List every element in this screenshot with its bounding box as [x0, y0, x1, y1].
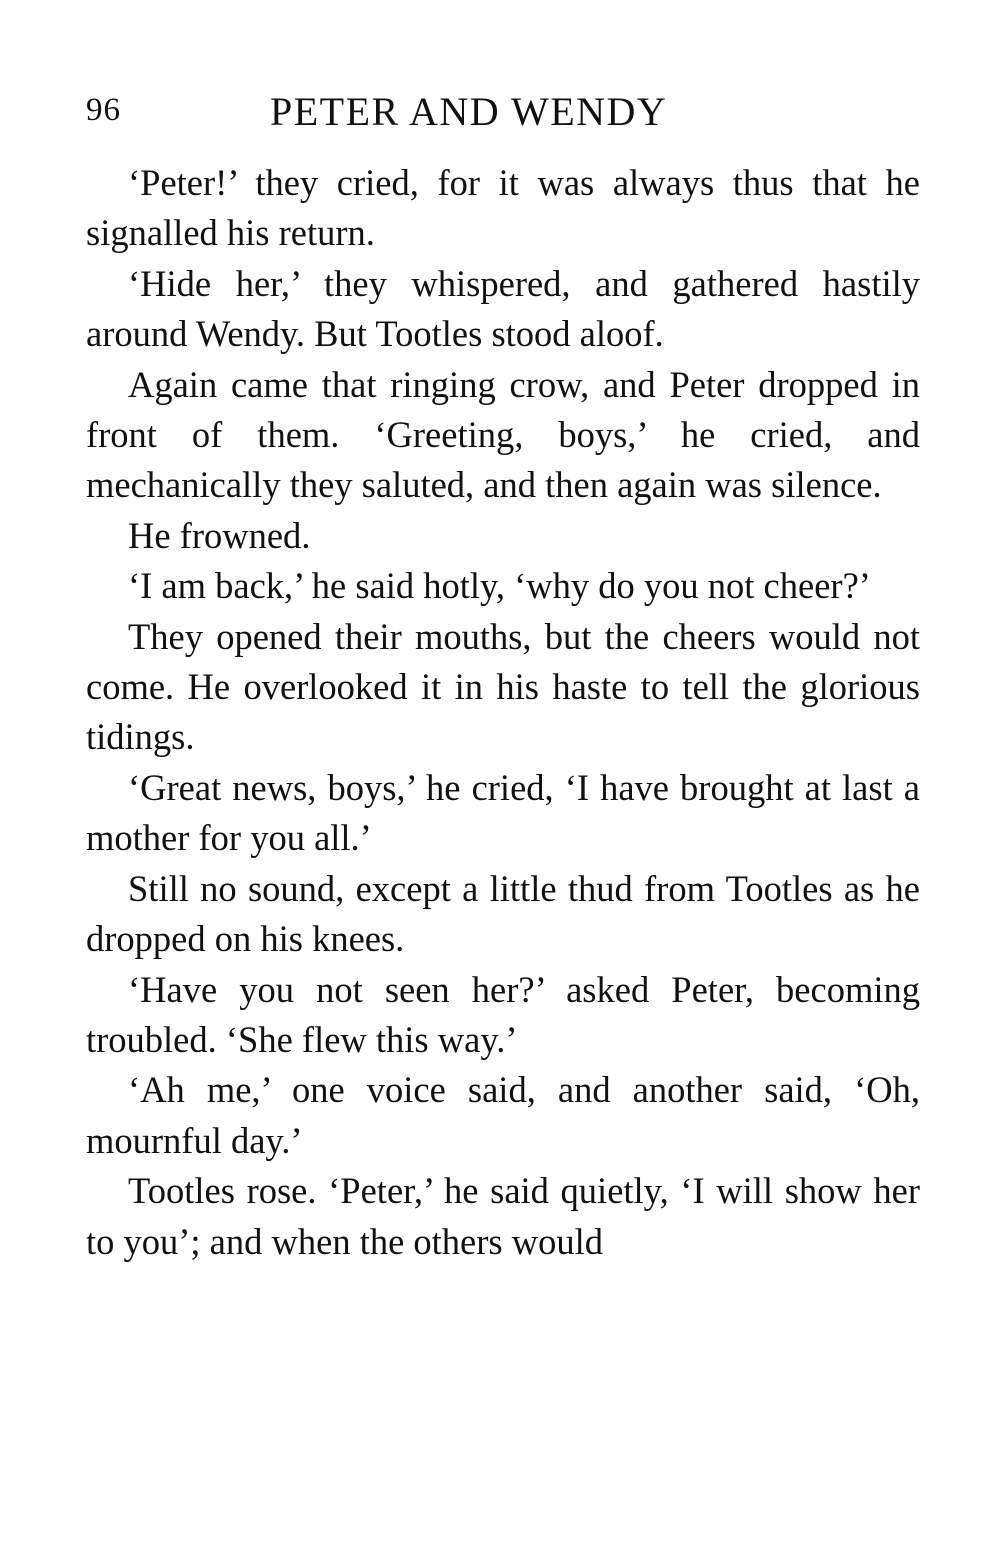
body-text: [86, 158, 920, 1267]
paragraph: ‘Hide her,’ they whispered, and gathered hastily around Wendy. But Tootles stood aloof.: [86, 262, 920, 355]
paragraph: ‘Ah me,’ one voice said, and another said, ‘Oh, mournful day.’: [86, 1069, 920, 1161]
paragraph: He frowned.: [128, 514, 311, 556]
paragraph: Still no sound, except a little thud from Tootles as he dropped on his knees.: [86, 867, 920, 960]
paragraph: ‘Have you not seen her?’ asked Peter, becoming troubled. ‘She flew this way.’: [86, 968, 920, 1060]
paragraph: ‘Peter!’ they cried, for it was always thus that he signalled his return.: [86, 162, 920, 254]
paragraph: ‘Great news, boys,’ he cried, ‘I have brought at last a mother for you all.’: [86, 766, 920, 859]
book-title: PETER AND WENDY: [270, 89, 668, 134]
paragraph: Again came that ringing crow, and Peter dropped in front of them. ‘Greeting, boys,’ he cried, and mechanically they saluted, and then again was silence.: [86, 363, 920, 506]
paragraph: They opened their mouths, but the cheers would not come. He overlooked it in his haste to tell the glorious tidings.: [86, 615, 920, 758]
running-head: [86, 88, 920, 140]
paragraph: ‘I am back,’ he said hotly, ‘why do you not cheer?’: [128, 565, 871, 607]
paragraph: Tootles rose. ‘Peter,’ he said quietly, ‘I will show her to you’; and when the others would: [86, 1170, 920, 1262]
page-number: 96: [86, 92, 121, 128]
